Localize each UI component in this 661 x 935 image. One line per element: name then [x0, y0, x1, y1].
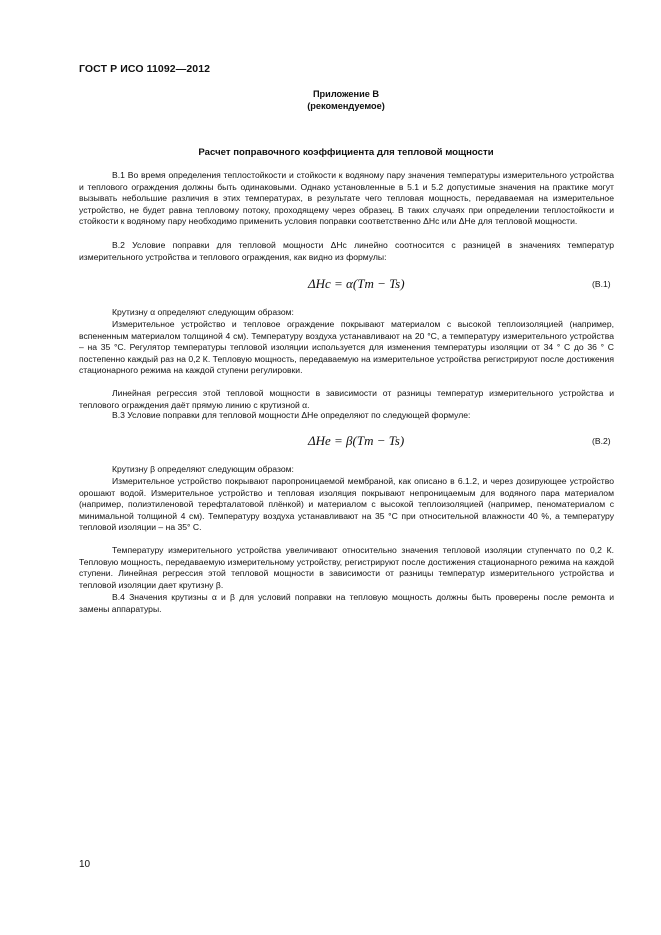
paragraph-b3: В.3 Условие поправки для тепловой мощности ΔHe определяют по следующей формуле:	[112, 410, 471, 420]
page-number: 10	[79, 859, 91, 870]
paragraph-b4: В.4 Значения крутизны α и β для условий поправки на тепловую мощность должны быть проверены после ремонта и замены аппаратуры.	[79, 592, 614, 614]
paragraph-b1: В.1 Во время определения теплостойкости и стойкости к водяному пару значения температуры измерительного устройства и теплового ограждения должны быть одинаковыми. Однако установленные в 5.1 и 5.2 допустимые значения на практике могут вызывать небольшие различия в этих температурах, в результате чего тепловая мощность, передаваемая на измерительное устройство, не будет равна тепловому потоку, проходящему через образец. В таких случаях при определении теплостойкости и стойкости к водяному пару необходимо применить условия поправки соответственно ΔHc или ΔHe для тепловой мощности.	[79, 170, 614, 227]
document-header: ГОСТ Р ИСО 11092—2012	[79, 63, 211, 75]
paragraph-alpha-regression: Линейная регрессия этой тепловой мощности в зависимости от разницы температур измерительного устройства и теплового ограждения даёт прямую линию с крутизной α.	[79, 388, 614, 410]
paragraph-b2: В.2 Условие поправки для тепловой мощности ΔHc линейно соотносится с разницей в значениях температур измерительного устройства и теплового ограждения, как видно из формулы:	[79, 240, 614, 262]
formula-b1-number: (В.1)	[592, 279, 611, 289]
paragraph-slope-beta: Крутизну β определяют следующим образом:	[112, 464, 294, 474]
appendix-subtitle: (рекомендуемое)	[307, 101, 385, 111]
appendix-title: Приложение В	[312, 89, 380, 99]
formula-b2-expression: ΔHe = β(Tm − Ts)	[308, 433, 405, 448]
formula-b2-number: (В.2)	[592, 436, 611, 446]
section-title: Расчет поправочного коэффициента для тепловой мощности	[198, 147, 494, 158]
formula-b1-expression: ΔHc = α(Tm − Ts)	[308, 276, 405, 291]
formula-b1	[0, 276, 661, 296]
paragraph-alpha-method: Измерительное устройство и тепловое ограждение покрывают материалом с высокой теплоизоляцией (например, вспененным материалом толщиной 4 см). Температуру воздуха устанавливают на 20 °С, а температуру измерительного устройства – на 35 °С. Регулятор температуры тепловой изоляции используется для изменения температуры изоляции от 34 ° С до 36 ° С постепенно каждый раз на 0,2 К. Тепловую мощность, передаваемую на измерительное устройства регистрируют после достижения стационарного режима на каждой ступени регулировки.	[79, 319, 614, 376]
paragraph-beta-regression: Температуру измерительного устройства увеличивают относительно значения тепловой изоляции ступенчато по 0,2 К. Тепловую мощность, передаваемую измерительному устройству, регистрируют после достижения стационарного режима на каждой ступени. Линейная регрессия этой тепловой мощности в зависимости от разницы температур измерительного устройства и тепловой изоляции дает крутизну β.	[79, 545, 614, 590]
paragraph-slope-alpha: Крутизну α определяют следующим образом:	[112, 307, 294, 317]
paragraph-beta-method: Измерительное устройство покрывают паропроницаемой мембраной, как описано в 6.1.2, и через дозирующее устройство орошают водой. Измерительное устройство и тепловая изоляция покрывают непроницаемым для водяного пара материалом (например, полиэтиленовой терефталатовой плёнкой) и материалом с высокой теплоизоляцией (например, пеноматериалом с минимальной толщиной 4 см). Температуру воздуха устанавливают на 35 °С при относительной влажности 40 %, а температуру тепловой изоляции – на 35° С.	[79, 476, 614, 533]
formula-b2	[0, 433, 661, 453]
